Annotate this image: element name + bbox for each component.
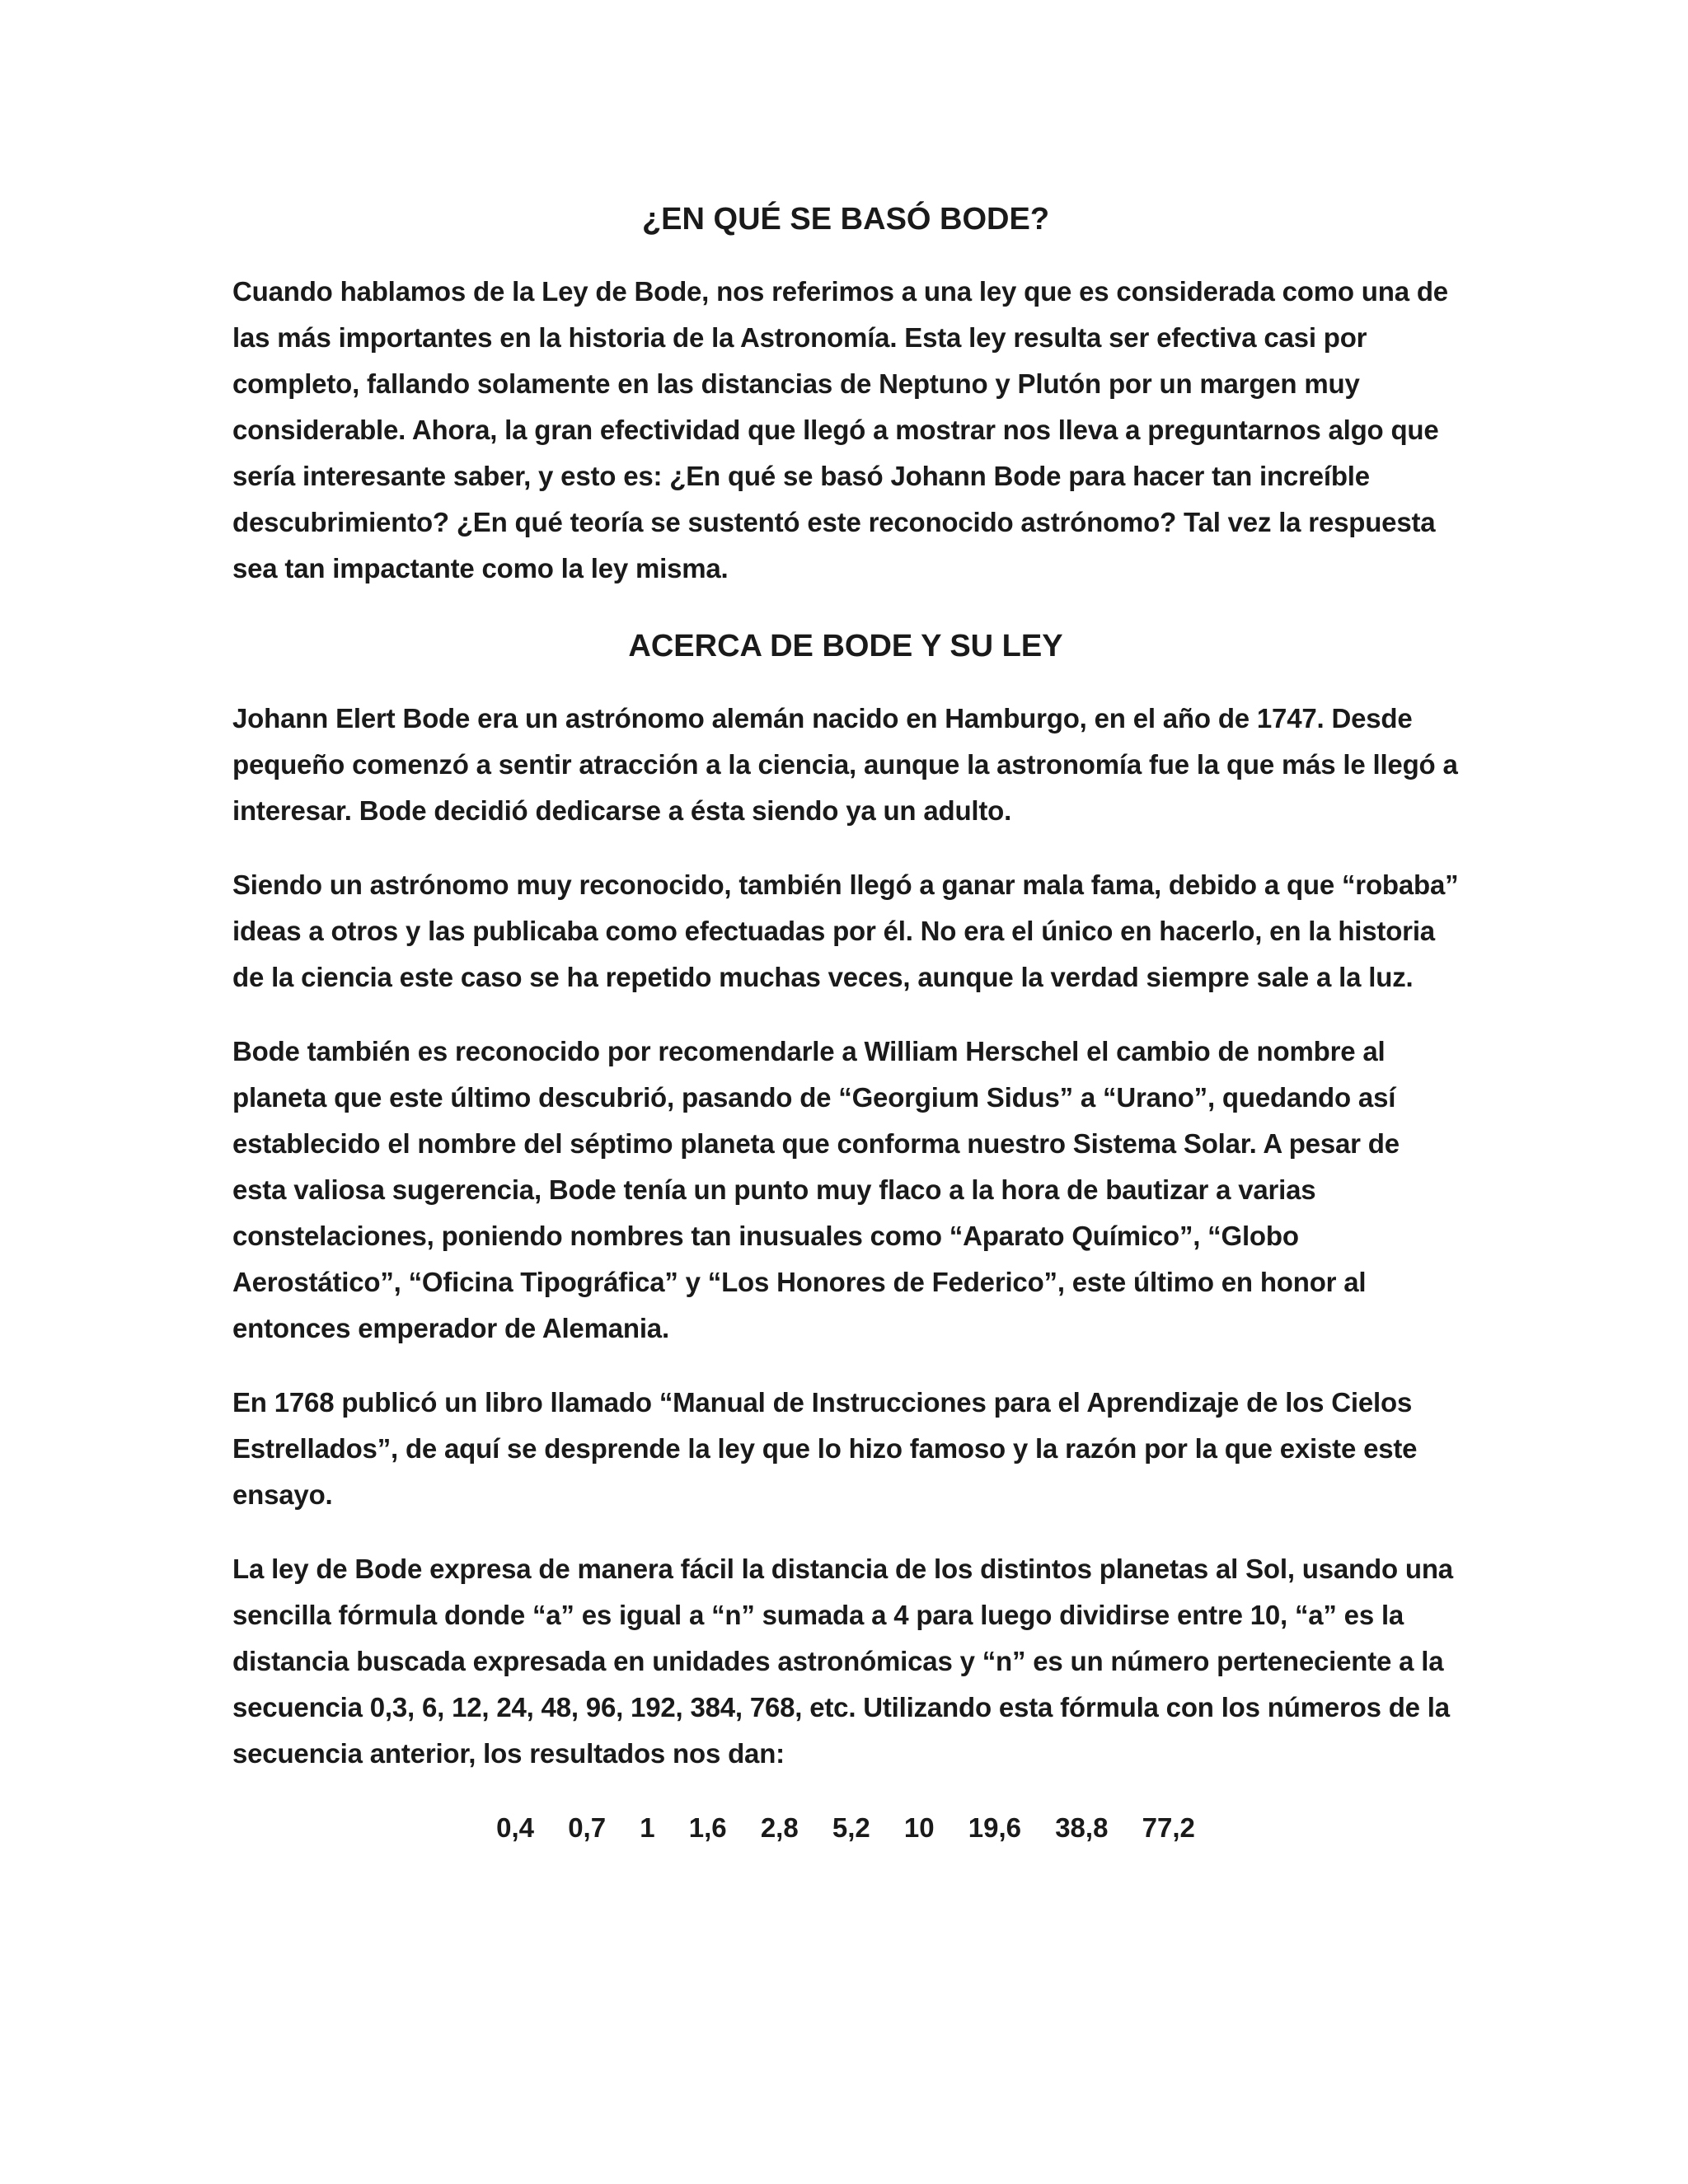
result-value: 0,7 bbox=[568, 1812, 607, 1843]
result-value: 1,6 bbox=[688, 1812, 727, 1843]
section-heading: ACERCA DE BODE Y SU LEY bbox=[628, 629, 1063, 663]
result-value: 2,8 bbox=[760, 1812, 799, 1843]
paragraph-reputation: Siendo un astrónomo muy reconocido, también llegó a ganar mala fama, debido a que “robaba” ideas a otros y las publicaba como efectuadas por él. No era el único en hacerlo, en la historia de la ciencia este caso se ha repetido muchas veces, aunque la verdad siempre sale a la luz. bbox=[232, 869, 1459, 992]
result-value: 5,2 bbox=[832, 1812, 870, 1843]
results-sequence bbox=[232, 1805, 1459, 1851]
result-value: 38,8 bbox=[1055, 1812, 1109, 1843]
result-value: 10 bbox=[903, 1812, 935, 1843]
result-value: 19,6 bbox=[968, 1812, 1022, 1843]
result-value: 1 bbox=[640, 1812, 655, 1843]
result-value: 0,4 bbox=[496, 1812, 535, 1843]
document-body bbox=[232, 194, 1459, 1851]
paragraph-book: En 1768 publicó un libro llamado “Manual de Instrucciones para el Aprendizaje de los Cielos Estrellados”, de aquí se desprende la ley que lo hizo famoso y la razón por la que existe este ensayo. bbox=[232, 1387, 1418, 1510]
document-title: ¿EN QUÉ SE BASÓ BODE? bbox=[641, 202, 1050, 237]
paragraph-biography: Johann Elert Bode era un astrónomo alemán nacido en Hamburgo, en el año de 1747. Desde pequeño comenzó a sentir atracción a la ciencia, aunque la astronomía fue la que más le llegó a interesar. Bode decidió dedicarse a ésta siendo ya un adulto. bbox=[232, 703, 1458, 826]
intro-paragraph: Cuando hablamos de la Ley de Bode, nos referimos a una ley que es considerada como una de las más importantes en la historia de la Astronomía. Esta ley resulta ser efectiva casi por completo, fallando solamente en las distancias de Neptuno y Plutón por un margen muy considerable. Ahora, la gran efectividad que llegó a mostrar nos lleva a preguntarnos algo que sería interesante saber, y esto es: ¿En qué se basó Johann Bode para hacer tan increíble descubrimiento? ¿En qué teoría se sustentó este reconocido astrónomo? Tal vez la respuesta sea tan impactante como la ley misma. bbox=[232, 276, 1448, 583]
paragraph-naming: Bode también es reconocido por recomendarle a William Herschel el cambio de nombre al planeta que este último descubrió, pasando de “Georgium Sidus” a “Urano”, quedando así establecido el nombre del séptimo planeta que conforma nuestro Sistema Solar. A pesar de esta valiosa sugerencia, Bode tenía un punto muy flaco a la hora de bautizar a varias constelaciones, poniendo nombres tan inusuales como “Aparato Químico”, “Globo Aerostático”, “Oficina Tipográfica” y “Los Honores de Federico”, este último en honor al entonces emperador de Alemania. bbox=[232, 1036, 1400, 1343]
paragraph-law: La ley de Bode expresa de manera fácil la distancia de los distintos planetas al Sol, usando una sencilla fórmula donde “a” es igual a “n” sumada a 4 para luego dividirse entre 10, “a” es la distancia buscada expresada en unidades astronómicas y “n” es un número perteneciente a la secuencia 0,3, 6, 12, 24, 48, 96, 192, 384, 768, etc. Utilizando esta fórmula con los números de la secuencia anterior, los resultados nos dan: bbox=[232, 1554, 1453, 1769]
result-value: 77,2 bbox=[1142, 1812, 1195, 1843]
